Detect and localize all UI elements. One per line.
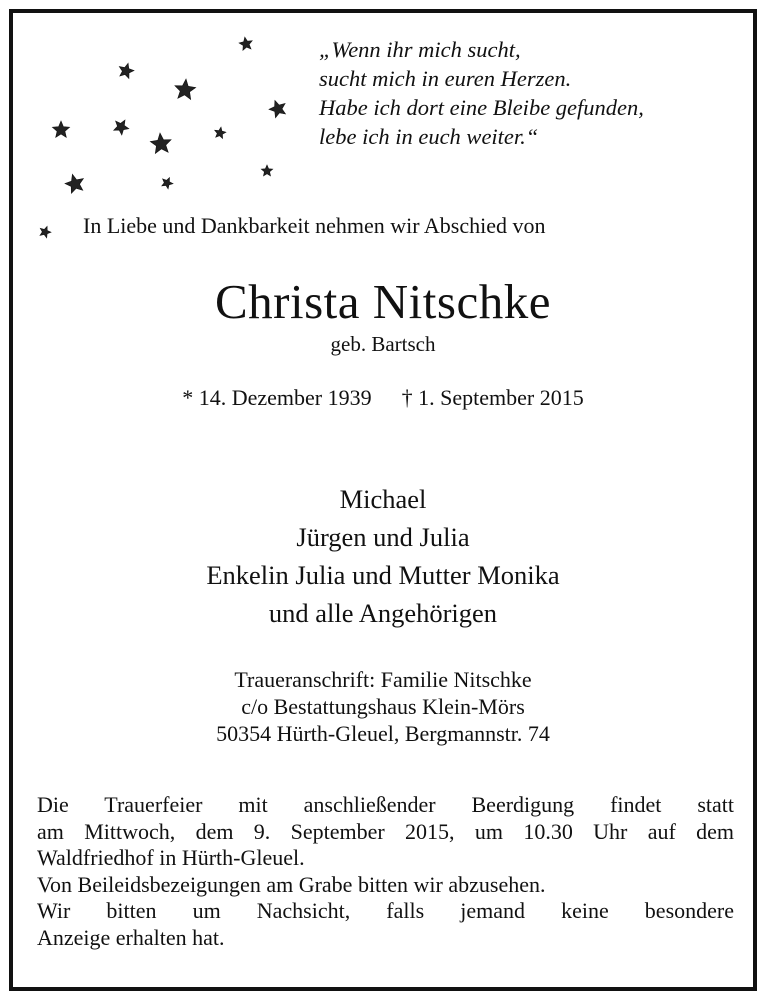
address-line: c/o Bestattungshaus Klein-Mörs [241, 694, 525, 719]
star-icon [40, 226, 51, 237]
star-icon [114, 120, 129, 135]
mourner: und alle Angehörigen [268, 598, 498, 628]
death-date: † 1. September 2015 [401, 385, 584, 410]
star-icon [119, 63, 134, 78]
mourner: Enkelin Julia und Mutter Monika [206, 560, 560, 590]
star-icon [269, 101, 286, 118]
notice-line: Anzeige erhalten hat. [37, 924, 225, 950]
funeral-notice [37, 792, 734, 951]
notice-line: Die Trauerfeier mit anschließender Beerdigung findet statt [37, 792, 734, 817]
birth-date: * 14. Dezember 1939 [182, 385, 372, 410]
notice-line: Wir bitten um Nachsicht, falls jemand keine besondere [37, 898, 734, 923]
star-icon [65, 174, 83, 193]
maiden-name: geb. Bartsch [330, 332, 436, 356]
star-icon [175, 79, 196, 99]
star-icon [215, 127, 226, 138]
star-icon [52, 121, 69, 137]
star-icon [261, 165, 272, 176]
quote-line: lebe ich in euch weiter.“ [319, 124, 539, 149]
notice-line: am Mittwoch, dem 9. September 2015, um 10.30 Uhr auf dem [37, 818, 734, 844]
mourner: Jürgen und Julia [296, 522, 470, 552]
obituary-frame [9, 9, 757, 991]
deceased-name: Christa Nitschke [215, 274, 551, 329]
notice-line: Waldfriedhof in Hürth-Gleuel. [37, 845, 305, 870]
quote-line: Habe ich dort eine Bleibe gefunden, [319, 95, 644, 120]
mourners-list [13, 480, 753, 632]
mourning-address [13, 666, 753, 747]
address-line: Traueranschrift: Familie Nitschke [234, 667, 532, 692]
quote-line: „Wenn ihr mich sucht, [319, 37, 521, 62]
quote [319, 35, 749, 151]
star-icon [162, 178, 173, 189]
quote-line: sucht mich in euren Herzen. [319, 66, 572, 91]
address-line: 50354 Hürth-Gleuel, Bergmannstr. 74 [216, 721, 550, 746]
star-icon [150, 133, 171, 153]
mourner: Michael [339, 484, 427, 514]
life-dates [13, 385, 753, 411]
star-icon [239, 37, 252, 50]
intro-text: In Liebe und Dankbarkeit nehmen wir Abschied von [83, 213, 546, 238]
notice-line: Von Beileidsbezeigungen am Grabe bitten wir abzusehen. [37, 871, 546, 897]
